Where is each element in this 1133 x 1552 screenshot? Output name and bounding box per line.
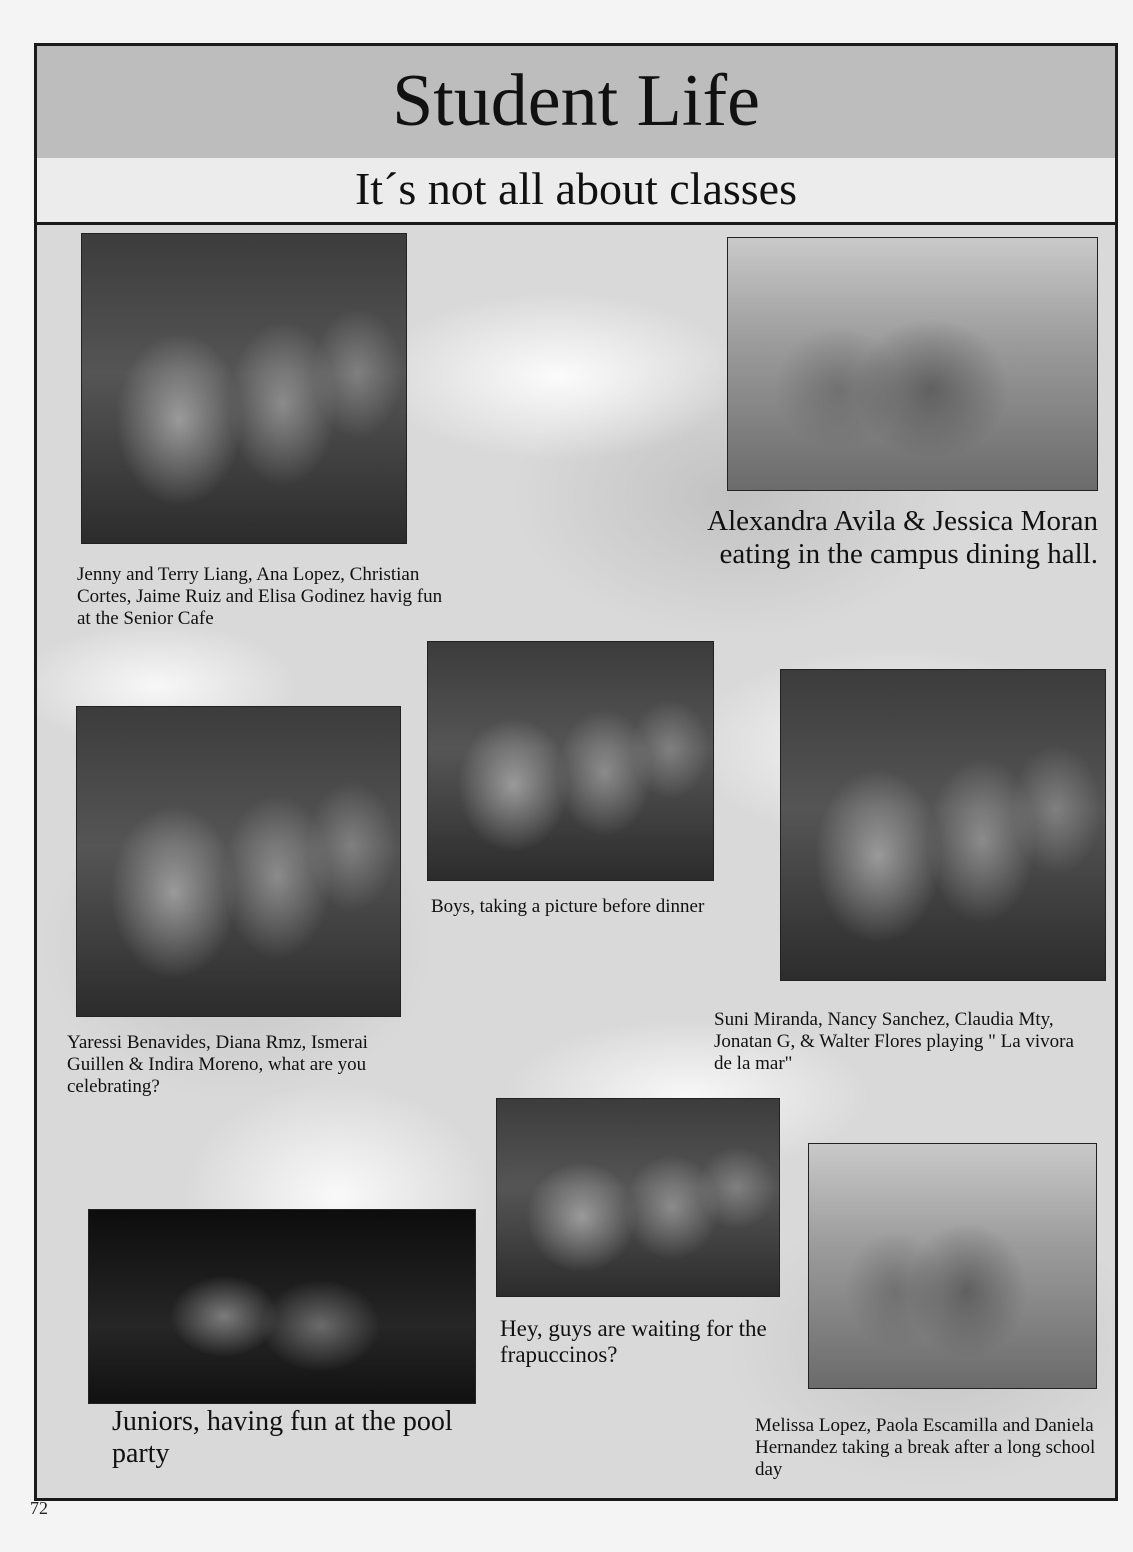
caption-dining-hall: Alexandra Avila & Jessica Moran eating in the campus dining hall. [707,505,1098,571]
page-subtitle: It´s not all about classes [354,163,797,214]
photo-boys-dinner [427,641,714,881]
caption-celebrating: Yaressi Benavides, Diana Rmz, Ismerai Guillen & Indira Moreno, what are you celebrating? [67,1032,368,1097]
photo-dining-hall [727,237,1098,491]
photo-frapuccinos [496,1098,780,1297]
caption-senior-cafe: Jenny and Terry Liang, Ana Lopez, Christian Cortes, Jaime Ruiz and Elisa Godinez havig fun at the Senior Cafe [77,564,443,629]
photo-senior-cafe [81,233,407,544]
photo-celebrating [76,706,401,1017]
caption-pool-party: Juniors, having fun at the pool party [112,1406,453,1470]
photo-vivora [780,669,1106,981]
photo-pool-party [88,1209,476,1404]
page-title: Student Life [392,60,760,142]
header-banner [37,46,1115,225]
caption-frapuccinos: Hey, guys are waiting for the frapuccinos? [500,1316,767,1368]
caption-vivora: Suni Miranda, Nancy Sanchez, Claudia Mty, Jonatan G, & Walter Flores playing " La vivora de la mar" [714,1009,1074,1074]
photo-break [808,1143,1097,1389]
caption-break: Melissa Lopez, Paola Escamilla and Daniela Hernandez taking a break after a long school day [755,1415,1096,1480]
page-number: 72 [30,1498,48,1518]
caption-boys-dinner: Boys, taking a picture before dinner [431,896,705,917]
